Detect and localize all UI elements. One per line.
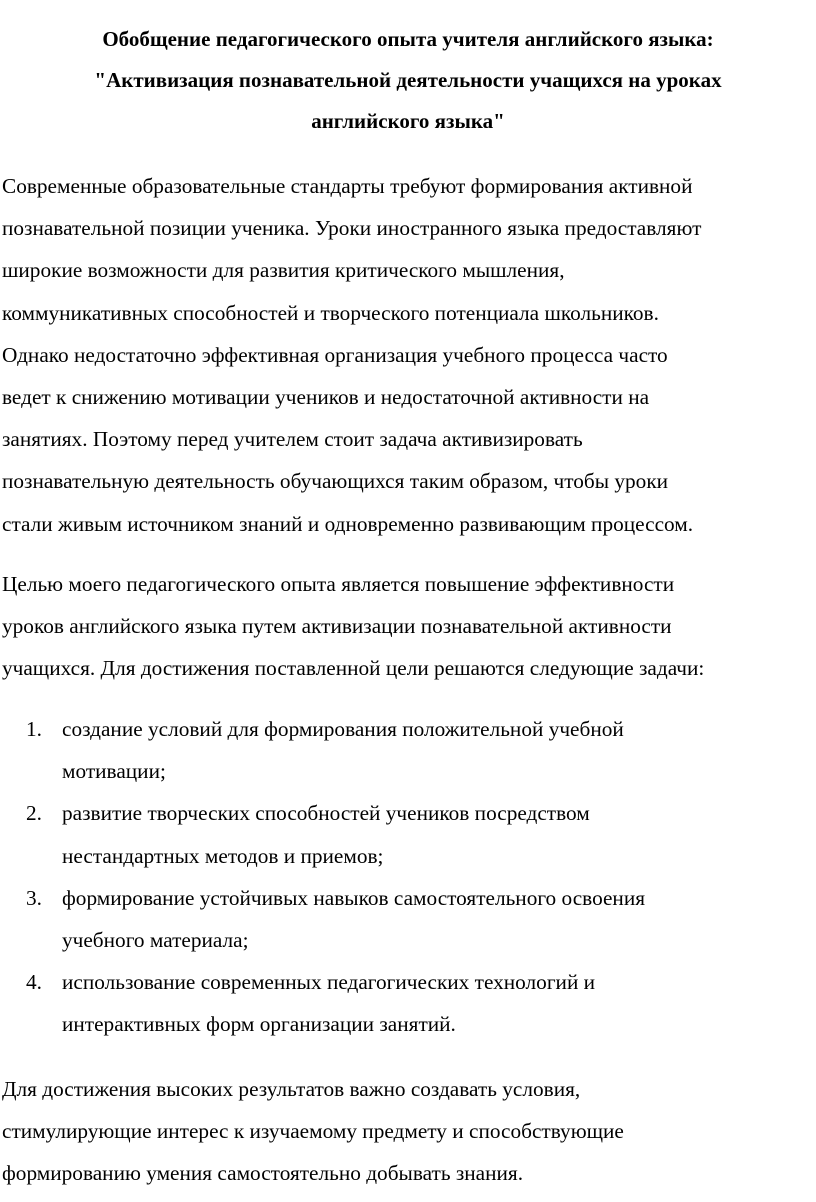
list-item-text: формирование устойчивых навыков самостоятельного освоения xyxy=(62,885,646,910)
paragraph-line: уроков английского языка путем активизации познавательной активности xyxy=(2,614,672,639)
list-item-text: интерактивных форм организации занятий. xyxy=(62,1012,456,1037)
paragraph-line: стали живым источником знаний и одновременно развивающим процессом. xyxy=(2,511,694,536)
list-item-number: 1. xyxy=(26,717,42,741)
list-item-number: 3. xyxy=(26,885,42,910)
list-item-number: 2. xyxy=(26,801,42,826)
paragraph-line: формированию умения самостоятельно добывать знания. xyxy=(2,1161,524,1186)
list-item xyxy=(0,792,816,876)
paragraph-line: Современные образовательные стандарты требуют формирования активной xyxy=(2,174,693,198)
paragraph-line: Для достижения высоких результатов важно создавать условия, xyxy=(2,1077,581,1101)
paragraph-line: стимулирующие интерес к изучаемому предмету и способствующие xyxy=(2,1119,624,1144)
paragraph-line: Целью моего педагогического опыта является повышение эффективности xyxy=(2,572,675,596)
list-item-text: мотивации; xyxy=(62,759,166,784)
tasks-list xyxy=(0,708,816,1046)
list-item xyxy=(0,708,816,792)
paragraph-line: познавательную деятельность обучающихся таким образом, чтобы уроки xyxy=(2,469,669,494)
paragraph-line: учащихся. Для достижения поставленной цели решаются следующие задачи: xyxy=(2,656,705,681)
paragraph-line: познавательной позиции ученика. Уроки иностранного языка предоставляют xyxy=(2,216,702,241)
paragraph-line: широкие возможности для развития критического мышления, xyxy=(2,258,565,283)
paragraph-line: занятиях. Поэтому перед учителем стоит задача активизировать xyxy=(2,427,583,452)
paragraph-line: коммуникативных способностей и творческого потенциала школьников. xyxy=(2,300,659,325)
list-item xyxy=(0,961,816,1045)
document-title xyxy=(0,19,816,142)
list-item-text: нестандартных методов и приемов; xyxy=(62,843,384,868)
intro-paragraph xyxy=(2,165,814,545)
paragraph-line: ведет к снижению мотивации учеников и недостаточной активности на xyxy=(2,385,650,410)
title-line: английского языка" xyxy=(311,109,505,133)
list-item xyxy=(0,877,816,961)
list-item-text: создание условий для формирования положительной учебной xyxy=(62,717,624,741)
list-item-text: использование современных педагогических технологий и xyxy=(62,970,596,995)
conclusion-paragraph xyxy=(2,1068,814,1195)
list-item-text: развитие творческих способностей учеников посредством xyxy=(62,801,590,826)
list-item-number: 4. xyxy=(26,970,42,995)
list-item-text: учебного материала; xyxy=(62,928,249,953)
goal-paragraph xyxy=(2,563,814,690)
paragraph-line: Однако недостаточно эффективная организация учебного процесса часто xyxy=(2,342,668,367)
title-line: "Активизация познавательной деятельности учащихся на уроках xyxy=(94,68,722,92)
title-line: Обобщение педагогического опыта учителя английского языка: xyxy=(102,27,714,51)
